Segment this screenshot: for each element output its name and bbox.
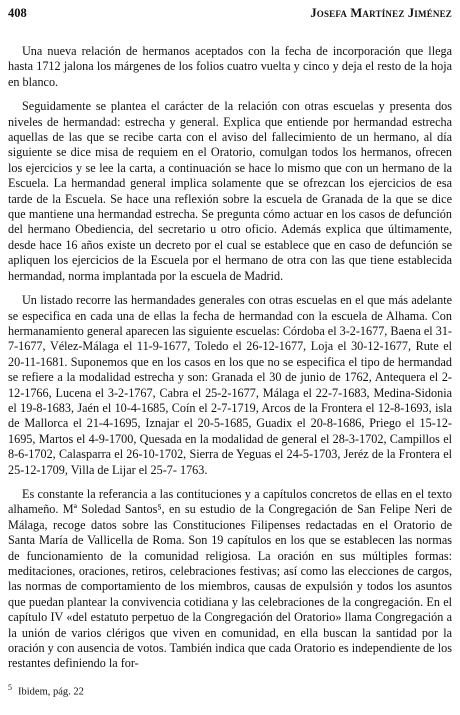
footnote-number: 5 (8, 683, 12, 692)
paragraph: Un listado recorre las hermandades generales con otras escuelas en el que más adelante se especifica en cada una de ellas la fecha de hermandad con la escuela de Alhama. Con hermanamiento general aparecen las siguiente escuelas: Córdoba el 3-2-1677, Baena el 31-7-1677, Vélez-Málaga el 11-9-1677, Toledo el 26-12-1677, Loja el 30-12-1677, Rute el 20-11-1681. Suponemos que en los casos en los que no se especifica el tipo de hermandad se refiere a la modalidad estrecha y son: Granada el 30 de junio de 1762, Antequera el 2-12-1766, Lucena el 3-2-1767, Cabra el 25-2-1677, Málaga el 22-7-1683, Medina-Sidonia el 19-8-1683, Jaén el 10-4-1685, Coín el 2-7-1719, Arcos de la Frontera el 12-8-1693, isla de Mallorca el 21-4-1695, Iznajar el 20-5-1685, Guadix el 20-8-1686, Priego el 15-12-1695, Martos el 4-9-1700, Quesada en la modalidad de general el 28-3-1702, Campillos el 8-6-1702, Calasparra el 26-10-1702, Sierra de Yeguas el 24-5-1703, Jeréz de la Frontera el 25-12-1709, Villa de Lijar el 25-7- 1763. (8, 293, 452, 477)
running-header-author: Josefa Martínez Jiménez (310, 6, 452, 20)
body-text (8, 44, 452, 672)
footnote (8, 683, 84, 698)
page-number: 408 (8, 6, 27, 20)
footnote-text: Ibidem, pág. 22 (18, 686, 84, 698)
paragraph: Es constante la referancia a las contituciones y a capítulos concretos de ellas en el texto alhameño. Mª Soledad Santos⁵, en su estudio de la Congregación de San Felipe Neri de Málaga, recoge datos sobre las Constituciones Filipenses redactadas en el Oratorio de Santa María de Vallicella de Roma. Son 19 capítulos en los que se establecen las normas de funcionamiento de la comunidad religiosa. La oración en sus múltiples formas: meditaciones, oraciones, retiros, celebraciones festivas; así como las elecciones de cargos, las normas de comportamiento de los miembros, causas de expulsión y todos los asuntos que puedan plantear la convivencia cotidiana y las celebraciones de la congregación. En el capítulo IV «del estatuto perpetuo de la Congregación del Oratorio» llama Congregación a la unión de varios clérigos que viven en comunidad, en ella buscan la santidad por la oración y con ausencia de votos. También indica que cada Oratorio es independiente de los restantes definiendo la for- (8, 486, 452, 671)
paragraph: Seguidamente se plantea el carácter de la relación con otras escuelas y presenta dos niveles de hermandad: estrecha y general. Explica que entiende por hermandad estrecha aquellas de las que se recibe carta con el aviso del fallecimiento de un hermano, al día siguiente se dice misa de requiem en el Oratorio, comulgan todos los hermanos, ofrecen los ejercicios y se lee la carta, a continuación se hace lo mismo que con un hermano de la Escuela. La hermandad general implica solamente que se ofrezcan los ejercicios de esa tarde de la Escuela. Se hace una reflexión sobre la escuela de Granada de la que se dice que mantiene una hermandad estrecha. Se pregunta cómo actuar en los casos de defunción del hermano Obediencia, del secretario u otro oficio. Además explica que últimamente, desde hace 16 años existe un decreto por el cual se establece que en caso de defunción se apliquen los ejercicios de la Escuela por el hermano de otra con las que tiene establecida hermandad, norma implantada por la escuela de Madrid. (8, 99, 452, 283)
paragraph: Una nueva relación de hermanos aceptados con la fecha de incorporación que llega hasta 1712 jalona los márgenes de los folios cuatro vuelta y cinco y deja el resto de la hoja en blanco. (8, 44, 452, 89)
running-header (8, 6, 452, 24)
